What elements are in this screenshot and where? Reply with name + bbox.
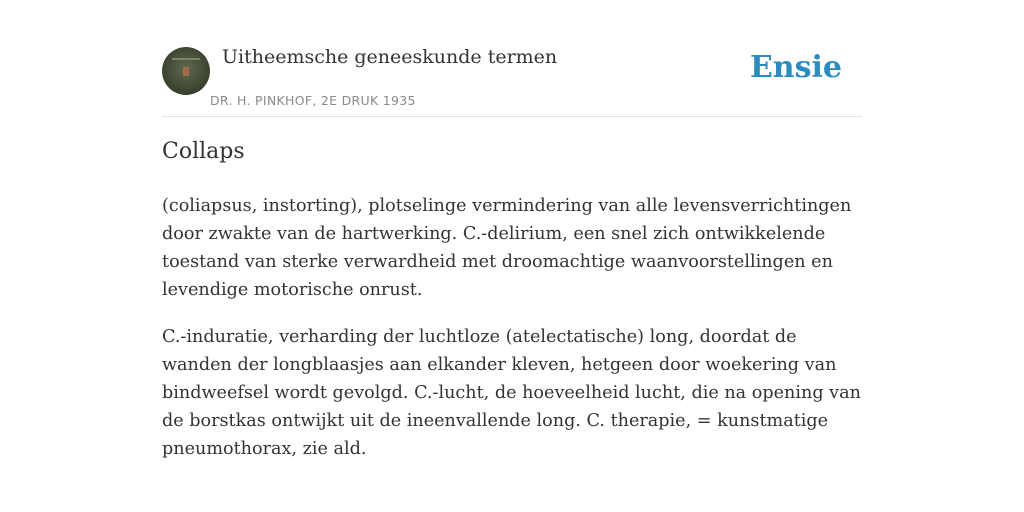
book-cover-band xyxy=(172,58,200,60)
entry-body xyxy=(162,192,867,482)
entry-paragraph: C.-induratie, verharding der luchtloze (atelectatische) long, doordat de wanden der longblaasjes aan elkander kleven, hetgeen door woekering van bindweefsel wordt gevolgd. C.-lucht, de hoeveelheid lucht, die na opening van de borstkas ontwijkt uit de ineenvallende long. C. therapie, = kunstmatige pneumothorax, zie ald. xyxy=(162,327,861,459)
book-cover-icon[interactable] xyxy=(162,47,210,95)
entry-paragraph: (coliapsus, instorting), plotselinge vermindering van alle levensverrichtingen door zwakte van de hartwerking. C.-delirium, een snel zich ontwikkelende toestand van sterke verwardheid met droomachtige waanvoorstellingen en levendige motorische onrust. xyxy=(162,196,852,300)
entry-title: Collaps xyxy=(162,139,245,164)
book-title-link[interactable]: Uitheemsche geneeskunde termen xyxy=(222,46,558,68)
brand-logo-link[interactable]: Ensie xyxy=(749,50,842,85)
book-header xyxy=(162,40,862,117)
book-cover-emblem xyxy=(183,67,189,76)
book-meta: DR. H. PINKHOF, 2E DRUK 1935 xyxy=(210,93,416,108)
